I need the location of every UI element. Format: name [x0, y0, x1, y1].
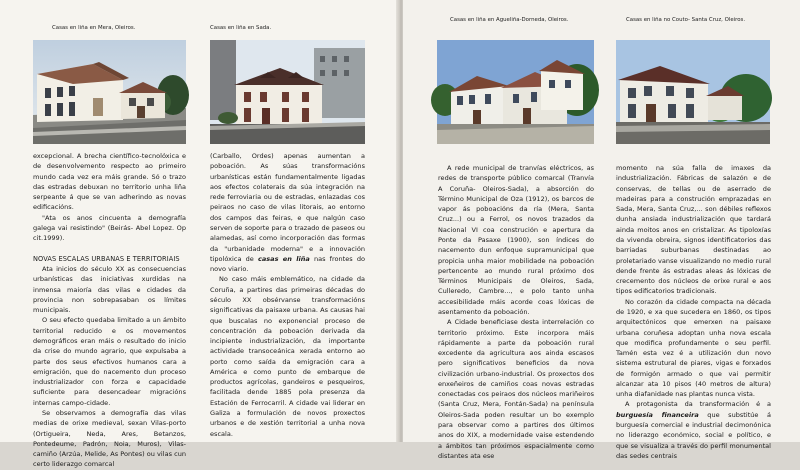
text-column-1 — [33, 151, 186, 470]
paragraph: A rede municipal de tranvías eléctricos, as redes de transporte público comarcal (Tranvía A Coruña- Oleiros-Sada), a absorción do Término Municipal de Oza (1912), os barcos de vapor ás poboacións da ría (Mera, Santa Cruz...) ou a Ferrol, os novos trazados da Nacional VI coa construción e apertura da Ponte da Pasaxe (1900), son índices do nacemento dun enfoque supramunicipal que propicia unha maior mobilidade na poboación pertencente ao mundo rural próximo dos Términos Municipais de Oleiros, Sada, Culleredo, Cambre..., e polo tanto unha accesibilidade máis acorde coas lóxicas de asentamento da poboación. — [438, 164, 594, 316]
paragraph: excepcional. A brecha científico-tecnolóxica e de desenvolvemento respecto ao primeiro mundo cada vez era máis grande. Só o trazo das estradas debuxan no territorio unha liña serpeante á que se van adherindo as novas edificacións. — [33, 152, 186, 212]
paragraph: momento na súa falla de imaxes da industrialización. Fábricas de salazón e de conservas, de tellas ou de aserrado de madeiras para a construción emprazadas en Sada, Mera, Santa Cruz,... son débiles reflexos dunha ansiada industrialización que tardará ainda moitos anos en cristalizar. As tipoloxías da vivenda obreira, signos identificatorios das barriadas suburbanas destinadas ao proletariado vanse visualizando no medio rural dende frente ás estradas aleas ás lóxicas de crecemento dos núcleos de orixe rural e aos tipos edificatorios tradicionais. — [616, 164, 771, 296]
paragraph — [616, 399, 771, 461]
left-page — [0, 0, 398, 469]
caption-couto: Casas en liña no Couto- Santa Cruz, Oleiros. — [626, 17, 746, 23]
text-column-3 — [438, 163, 594, 461]
text-column-2 — [210, 151, 365, 439]
text-run: que substitúe á burguesía comercial e industrial decimonónica no liderazgo económico, social e político, e que se visualiza a través do perfil monumental das sedes centrais — [616, 410, 771, 460]
text-column-4 — [616, 163, 771, 461]
paragraph: No caso máis emblemático, na cidade da Coruña, a partires das primeiras décadas do século XX obsérvanse transformacións significativas da paisaxe urbana. As causas hai que buscalas no exponencial proceso de concentración da poboación derivada da incipiente industrialización, da importante actividade transoceánica xerada entorno ao porto como saída da emigración cara a América e como punto de embarque de productos agrícolas, gandeiros e pesqueiros, facilitada dende 1885 pola presenza da Estación de Ferrocarril. A cidade vai liderar en Galiza a formulación de novos proxectos urbanos e de xestión territorial a unha nova escala. — [210, 275, 365, 438]
photo-sada-houses — [210, 40, 365, 144]
photo-agueliña-houses — [437, 40, 594, 144]
right-page — [403, 0, 800, 460]
paragraph: Ata inicios do século XX as consecuencias urbanísticas das iniciativas xurdidas na inmensa maioría das vilas e cidades da provincia non sobrepasaban os límites municipais. — [33, 265, 186, 315]
text-run: nas frontes do novo viario. — [210, 254, 365, 274]
paragraph: O seu efecto quedaba limitado a un ámbito territorial reducido e os movementos demográficos eran máis o resultado do inicio da crise do mundo agrario, que expulsaba a parte dos seus efectivos humanos cara a emigración, que do nacemento dun proceso industrializador con forza e capacidade suficiente para desencadear migracións internas campo-cidade. — [33, 316, 186, 407]
photo-mera-houses — [33, 40, 186, 144]
caption-mera: Casas en liña en Mera, Oleiros. — [52, 25, 136, 31]
text-run: A protagonista da transformación é a — [625, 400, 771, 409]
emphasis-casas-en-lina: casas en liña — [257, 254, 310, 263]
emphasis-burguesia-financeira: burguesía financeira — [616, 410, 699, 419]
paragraph: A Cidade beneficiase desta interrelación co territorio próximo. Este incorpora máis rápidamente a parte da poboación rural excedente da agricultura aos ainda escasos pero significativos beneficios da nova civilización urbano-industrial. Os proxectos dos enxeñeiros de camiños coas novas estradas conectadas cos peiraos dos núcleos mariñeiros (Santa Cruz, Mera, Fontán-Sada) na península Oleiros-Sada poden resultar un bo exemplo para observar como a partires dos últimos anos do XIX, a modernidade vaise estendendo a ámbitos tan próximos espacialmente como distantes ata ese — [438, 318, 594, 460]
section-heading: NOVAS ESCALAS URBANAS E TERRITORIAIS — [33, 254, 180, 263]
caption-agueliña: Casas en liña en Agueliña-Dorneda, Oleiros. — [450, 17, 569, 23]
text-run: (Carballo, Ordes) apenas aumentan a poboación. As súas transformacións urbanísticas están fundamentalmente ligadas aos efectos colaterais da súa integración na rede ferroviaria ou de estradas, enlazadas cos peiraos no caso de vilas litorais, ao entorno dos campos das feiras, e que nalgún caso serven de soporte para o trazado de paseos ou alamedas, así como incorporación das formas da "urbanidade moderna" e a innovación tipolóxica de — [210, 152, 365, 263]
photo-couto-houses — [616, 40, 770, 144]
caption-sada: Casas en liña en Sada. — [210, 25, 272, 31]
paragraph — [210, 151, 365, 274]
paragraph: No corazón da cidade compacta na década de 1920, e xa que sucedera en 1860, os tipos arquitectónicos que emerxen na paisaxe urbana coruñesa adoptan unha nova escala que modifica profundamente o seu perfil. Tamén esta vez é a utilización dun novo sistema estrutural de piares, vigas e forxados de formigón armado o que vai permitir alcanzar ata 10 pisos (40 metros de altura) unha diafanidade nas plantas nunca vista. — [616, 297, 771, 399]
quote-paragraph: "Ata os anos cincuenta a demografía galega vai resistindo" (Beirás- Abel Lopez. Op cit.1999). — [33, 213, 186, 243]
paragraph: Se observamos a demografía das vilas medias de orixe medieval, sexan Vilas-porto (Ortigueira, Neda, Ares, Betanzos, Pontedeume, Padrón, Noia, Muros), Vilas-camiño (Arzúa, Melide, As Pontes) ou vilas cun certo liderazgo comarcal — [33, 409, 186, 469]
